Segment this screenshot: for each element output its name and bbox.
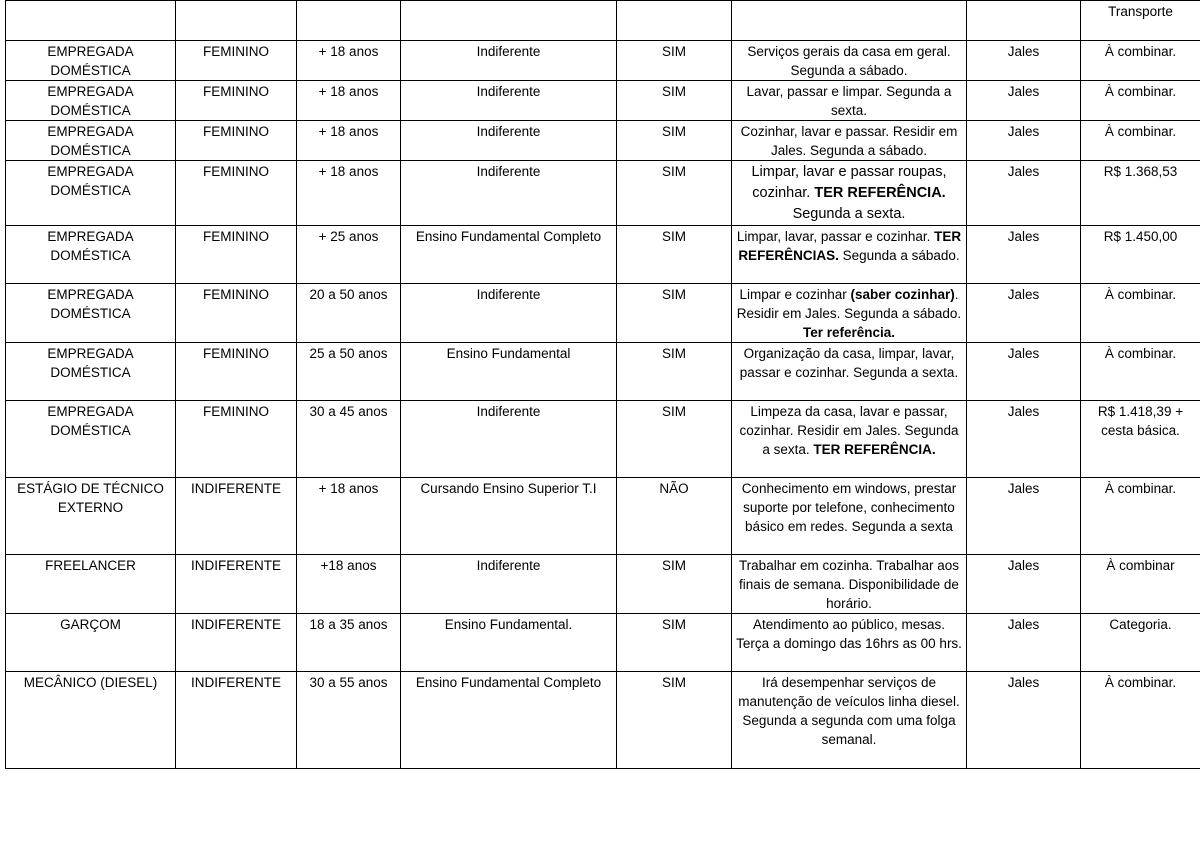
table-row	[6, 672, 1200, 769]
gender-cell: INDIFERENTE	[176, 478, 297, 555]
job-title-cell: MECÂNICO (DIESEL)	[6, 672, 176, 769]
description-cell	[732, 81, 967, 121]
age-cell: + 18 anos	[297, 161, 401, 226]
description-text: Serviços gerais da casa em geral. Segunda a sábado.	[747, 44, 951, 78]
age-cell: + 18 anos	[297, 81, 401, 121]
description-emphasis: TER REFERÊNCIA.	[813, 442, 936, 457]
description-text: Irá desempenhar serviços de manutenção de veículos linha diesel. Segunda a segunda com uma folga semanal.	[738, 675, 960, 747]
experience-cell: SIM	[617, 121, 732, 161]
age-cell: + 25 anos	[297, 226, 401, 284]
experience-cell: SIM	[617, 81, 732, 121]
header-cell	[6, 1, 176, 41]
education-cell: Indiferente	[401, 555, 617, 614]
table-row	[6, 81, 1200, 121]
gender-cell: FEMININO	[176, 343, 297, 401]
description-text: Limpar e cozinhar	[739, 287, 851, 302]
description-text: Cozinhar, lavar e passar. Residir em Jales. Segunda a sábado.	[740, 124, 958, 158]
description-text: Limpar, lavar e passar roupas, cozinhar.	[751, 164, 947, 201]
gender-cell: FEMININO	[176, 226, 297, 284]
education-cell: Indiferente	[401, 401, 617, 478]
job-title-cell: GARÇOM	[6, 614, 176, 672]
experience-cell: NÃO	[617, 478, 732, 555]
description-cell	[732, 555, 967, 614]
header-cell	[297, 1, 401, 41]
table-row	[6, 343, 1200, 401]
age-cell: + 18 anos	[297, 41, 401, 81]
experience-cell: SIM	[617, 614, 732, 672]
city-cell: Jales	[967, 478, 1081, 555]
header-cell	[401, 1, 617, 41]
city-cell: Jales	[967, 555, 1081, 614]
header-cell	[967, 1, 1081, 41]
gender-cell: FEMININO	[176, 81, 297, 121]
experience-cell: SIM	[617, 161, 732, 226]
age-cell: 30 a 45 anos	[297, 401, 401, 478]
description-text: Segunda a sábado.	[838, 248, 960, 263]
experience-cell: SIM	[617, 672, 732, 769]
description-cell	[732, 478, 967, 555]
salary-cell: R$ 1.368,53	[1081, 161, 1200, 226]
description-emphasis: (saber cozinhar)	[850, 287, 955, 302]
education-cell: Ensino Fundamental.	[401, 614, 617, 672]
age-cell: 20 a 50 anos	[297, 284, 401, 343]
age-cell: + 18 anos	[297, 478, 401, 555]
job-listings-table	[5, 0, 1200, 769]
header-cell	[617, 1, 732, 41]
education-cell: Ensino Fundamental Completo	[401, 672, 617, 769]
header-cell-transporte: Transporte	[1081, 1, 1200, 41]
table-row	[6, 478, 1200, 555]
description-emphasis: Ter referência.	[802, 325, 896, 340]
description-cell	[732, 672, 967, 769]
gender-cell: FEMININO	[176, 284, 297, 343]
description-text: . Residir em Jales. Segunda a sábado.	[736, 287, 962, 321]
salary-cell: Categoria.	[1081, 614, 1200, 672]
description-text: Trabalhar em cozinha. Trabalhar aos finais de semana. Disponibilidade de horário.	[738, 558, 960, 611]
gender-cell: FEMININO	[176, 401, 297, 478]
header-cell	[732, 1, 967, 41]
experience-cell: SIM	[617, 226, 732, 284]
job-title-cell: EMPREGADA DOMÉSTICA	[6, 81, 176, 121]
education-cell: Indiferente	[401, 81, 617, 121]
description-text: Limpar, lavar, passar e cozinhar.	[736, 229, 935, 244]
city-cell: Jales	[967, 614, 1081, 672]
education-cell: Indiferente	[401, 41, 617, 81]
education-cell: Ensino Fundamental	[401, 343, 617, 401]
table-row	[6, 121, 1200, 161]
education-cell: Ensino Fundamental Completo	[401, 226, 617, 284]
salary-cell: À combinar.	[1081, 478, 1200, 555]
salary-cell: À combinar	[1081, 555, 1200, 614]
description-text: Organização da casa, limpar, lavar, passar e cozinhar. Segunda a sexta.	[739, 346, 959, 380]
gender-cell: INDIFERENTE	[176, 555, 297, 614]
city-cell: Jales	[967, 121, 1081, 161]
description-text: Limpeza da casa, lavar e passar, cozinhar. Residir em Jales. Segunda a sexta.	[739, 404, 959, 457]
salary-cell: À combinar.	[1081, 81, 1200, 121]
gender-cell: INDIFERENTE	[176, 614, 297, 672]
education-cell: Indiferente	[401, 161, 617, 226]
description-text: Segunda a sexta.	[792, 206, 906, 222]
salary-cell: À combinar.	[1081, 41, 1200, 81]
age-cell: +18 anos	[297, 555, 401, 614]
job-title-cell: EMPREGADA DOMÉSTICA	[6, 343, 176, 401]
education-cell: Indiferente	[401, 284, 617, 343]
description-cell	[732, 121, 967, 161]
header-cell	[176, 1, 297, 41]
job-title-cell: EMPREGADA DOMÉSTICA	[6, 284, 176, 343]
description-cell	[732, 226, 967, 284]
job-title-cell: EMPREGADA DOMÉSTICA	[6, 226, 176, 284]
salary-cell: R$ 1.418,39 + cesta básica.	[1081, 401, 1200, 478]
description-text: Conhecimento em windows, prestar suporte por telefone, conhecimento básico em redes. Segunda a sexta	[741, 481, 957, 534]
description-emphasis: TER REFERÊNCIA.	[814, 185, 946, 201]
gender-cell: INDIFERENTE	[176, 672, 297, 769]
city-cell: Jales	[967, 81, 1081, 121]
city-cell: Jales	[967, 161, 1081, 226]
experience-cell: SIM	[617, 555, 732, 614]
description-emphasis: TER REFERÊNCIAS.	[738, 229, 962, 263]
education-cell: Indiferente	[401, 121, 617, 161]
table-row	[6, 401, 1200, 478]
job-title-cell: EMPREGADA DOMÉSTICA	[6, 121, 176, 161]
description-cell	[732, 401, 967, 478]
table-row	[6, 161, 1200, 226]
description-cell	[732, 161, 967, 226]
experience-cell: SIM	[617, 343, 732, 401]
city-cell: Jales	[967, 401, 1081, 478]
table-row	[6, 226, 1200, 284]
city-cell: Jales	[967, 672, 1081, 769]
age-cell: + 18 anos	[297, 121, 401, 161]
description-cell	[732, 343, 967, 401]
salary-cell: À combinar.	[1081, 343, 1200, 401]
gender-cell: FEMININO	[176, 161, 297, 226]
experience-cell: SIM	[617, 401, 732, 478]
education-cell: Cursando Ensino Superior T.I	[401, 478, 617, 555]
age-cell: 30 a 55 anos	[297, 672, 401, 769]
age-cell: 25 a 50 anos	[297, 343, 401, 401]
description-cell	[732, 614, 967, 672]
description-cell	[732, 41, 967, 81]
city-cell: Jales	[967, 41, 1081, 81]
table-row	[6, 284, 1200, 343]
table-header-row	[6, 1, 1200, 41]
description-cell	[732, 284, 967, 343]
experience-cell: SIM	[617, 284, 732, 343]
experience-cell: SIM	[617, 41, 732, 81]
table-row	[6, 614, 1200, 672]
city-cell: Jales	[967, 226, 1081, 284]
gender-cell: FEMININO	[176, 41, 297, 81]
salary-cell: À combinar.	[1081, 284, 1200, 343]
job-title-cell: ESTÁGIO DE TÉCNICO EXTERNO	[6, 478, 176, 555]
salary-cell: À combinar.	[1081, 121, 1200, 161]
city-cell: Jales	[967, 284, 1081, 343]
job-title-cell: EMPREGADA DOMÉSTICA	[6, 401, 176, 478]
age-cell: 18 a 35 anos	[297, 614, 401, 672]
salary-cell: R$ 1.450,00	[1081, 226, 1200, 284]
job-title-cell: EMPREGADA DOMÉSTICA	[6, 161, 176, 226]
table-row	[6, 555, 1200, 614]
gender-cell: FEMININO	[176, 121, 297, 161]
job-title-cell: FREELANCER	[6, 555, 176, 614]
table-row	[6, 41, 1200, 81]
city-cell: Jales	[967, 343, 1081, 401]
table-body	[6, 1, 1200, 769]
description-text: Lavar, passar e limpar. Segunda a sexta.	[746, 84, 952, 118]
job-title-cell: EMPREGADA DOMÉSTICA	[6, 41, 176, 81]
description-text: Atendimento ao público, mesas. Terça a domingo das 16hrs as 00 hrs.	[736, 617, 962, 651]
salary-cell: À combinar.	[1081, 672, 1200, 769]
